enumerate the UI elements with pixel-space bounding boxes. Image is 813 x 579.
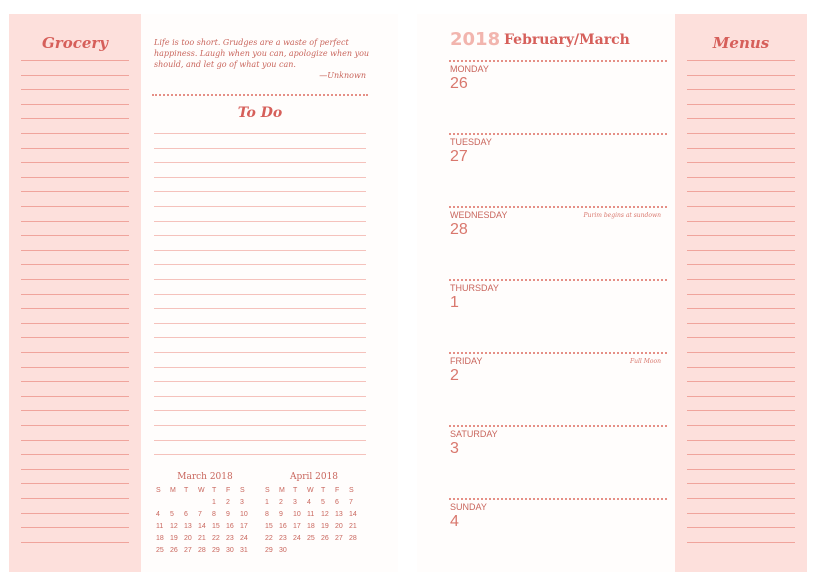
ruled-line	[21, 177, 129, 178]
calendar-date: 10	[240, 511, 248, 518]
weekday-header: T	[321, 487, 326, 494]
calendar-date: 26	[170, 547, 178, 554]
ruled-line	[21, 148, 129, 149]
calendar-date: 28	[349, 535, 357, 542]
calendar-date: 11	[156, 523, 164, 530]
left-planner-page	[9, 14, 398, 572]
day-number: 2	[450, 367, 459, 384]
day-row-friday[interactable]	[449, 352, 667, 424]
ruled-line	[21, 118, 129, 119]
day-note: Full Moon	[629, 358, 661, 365]
ruled-line	[154, 279, 366, 280]
calendar-date: 27	[184, 547, 192, 554]
ruled-line	[154, 308, 366, 309]
ruled-line	[687, 162, 795, 163]
ruled-line	[154, 206, 366, 207]
calendar-date: 20	[184, 535, 192, 542]
grocery-column	[9, 14, 141, 572]
ruled-line	[687, 352, 795, 353]
weekday-header: S	[156, 487, 161, 494]
ruled-line	[687, 323, 795, 324]
ruled-line	[21, 60, 129, 61]
ruled-line	[154, 396, 366, 397]
quote-author: —Unknown	[319, 71, 366, 80]
ruled-line	[21, 483, 129, 484]
weekday-header: T	[184, 487, 189, 494]
ruled-line	[21, 469, 129, 470]
ruled-line	[21, 89, 129, 90]
ruled-line	[687, 75, 795, 76]
ruled-line	[687, 367, 795, 368]
calendar-date: 24	[293, 535, 301, 542]
ruled-line	[21, 264, 129, 265]
calendar-date: 14	[349, 511, 357, 518]
calendar-date: 19	[321, 523, 329, 530]
blank-cell	[156, 497, 170, 509]
calendar-date: 6	[184, 511, 188, 518]
blank-cell	[170, 497, 184, 509]
ruled-line	[21, 527, 129, 528]
day-row-thursday[interactable]	[449, 279, 667, 351]
ruled-line	[21, 542, 129, 543]
ruled-line	[21, 308, 129, 309]
ruled-line	[687, 250, 795, 251]
ruled-line	[687, 440, 795, 441]
day-name: MONDAY	[450, 64, 489, 74]
ruled-line	[21, 279, 129, 280]
ruled-line	[154, 352, 366, 353]
calendar-date: 4	[307, 499, 311, 506]
ruled-line	[687, 483, 795, 484]
weekday-header: M	[170, 487, 176, 494]
ruled-line	[21, 235, 129, 236]
ruled-line	[687, 396, 795, 397]
weekday-header: F	[335, 487, 340, 494]
mini-calendar-title: March 2018	[177, 472, 233, 482]
ruled-line	[21, 381, 129, 382]
ruled-line	[21, 454, 129, 455]
ruled-line	[154, 381, 366, 382]
ruled-line	[154, 454, 366, 455]
calendar-date: 16	[226, 523, 234, 530]
right-planner-page	[417, 14, 807, 572]
day-name: THURSDAY	[450, 283, 499, 293]
ruled-line	[154, 235, 366, 236]
day-divider	[449, 206, 667, 208]
ruled-line	[687, 513, 795, 514]
calendar-date: 5	[321, 499, 325, 506]
ruled-line	[154, 191, 366, 192]
menus-column	[675, 14, 807, 572]
ruled-line	[21, 75, 129, 76]
day-number: 28	[450, 221, 468, 238]
day-note: Purim begins at sundown	[583, 212, 661, 219]
calendar-date: 9	[226, 511, 230, 518]
ruled-line	[154, 410, 366, 411]
ruled-line	[687, 148, 795, 149]
weekday-header: S	[349, 487, 354, 494]
calendar-date: 8	[265, 511, 269, 518]
ruled-line	[154, 440, 366, 441]
calendar-date: 26	[321, 535, 329, 542]
ruled-line	[21, 221, 129, 222]
calendar-date: 2	[226, 499, 230, 506]
ruled-line	[687, 527, 795, 528]
calendar-date: 7	[349, 499, 353, 506]
weekday-header: M	[279, 487, 285, 494]
ruled-line	[687, 133, 795, 134]
ruled-line	[21, 513, 129, 514]
day-divider	[449, 279, 667, 281]
ruled-line	[687, 221, 795, 222]
calendar-date: 30	[226, 547, 234, 554]
ruled-line	[687, 191, 795, 192]
weekday-header: F	[226, 487, 231, 494]
calendar-date: 1	[265, 499, 269, 506]
calendar-date: 27	[335, 535, 343, 542]
month-range-title: February/March	[504, 32, 630, 48]
day-number: 4	[450, 513, 459, 530]
ruled-line	[21, 191, 129, 192]
day-number: 3	[450, 440, 459, 457]
ruled-line	[687, 381, 795, 382]
ruled-line	[687, 89, 795, 90]
calendar-date: 24	[240, 535, 248, 542]
day-row-sunday[interactable]	[449, 498, 667, 570]
mini-calendar-title: April 2018	[289, 472, 339, 482]
day-row-wednesday[interactable]	[449, 206, 667, 278]
todo-title: To Do	[237, 105, 283, 121]
calendar-date: 16	[279, 523, 287, 530]
ruled-line	[687, 294, 795, 295]
day-number: 1	[450, 294, 459, 311]
calendar-date: 22	[265, 535, 273, 542]
ruled-line	[687, 454, 795, 455]
weekday-header: W	[307, 487, 314, 494]
weekday-header: T	[212, 487, 217, 494]
weekday-header: S	[265, 487, 270, 494]
weekday-header: W	[198, 487, 205, 494]
day-divider	[449, 425, 667, 427]
blank-cell	[198, 497, 212, 509]
ruled-line	[687, 118, 795, 119]
calendar-date: 6	[335, 499, 339, 506]
ruled-line	[154, 177, 366, 178]
ruled-line	[21, 133, 129, 134]
day-name: SATURDAY	[450, 429, 498, 439]
ruled-line	[687, 235, 795, 236]
calendar-date: 10	[293, 511, 301, 518]
ruled-line	[154, 221, 366, 222]
calendar-date: 25	[307, 535, 315, 542]
calendar-date: 5	[170, 511, 174, 518]
calendar-date: 23	[226, 535, 234, 542]
ruled-line	[21, 396, 129, 397]
ruled-line	[21, 440, 129, 441]
calendar-date: 13	[335, 511, 343, 518]
day-divider	[449, 498, 667, 500]
ruled-line	[154, 337, 366, 338]
ruled-line	[687, 410, 795, 411]
day-divider	[449, 133, 667, 135]
calendar-date: 30	[279, 547, 287, 554]
calendar-date: 9	[279, 511, 283, 518]
calendar-date: 23	[279, 535, 287, 542]
ruled-line	[21, 367, 129, 368]
weekday-header: S	[240, 487, 245, 494]
calendar-date: 3	[240, 499, 244, 506]
ruled-line	[21, 352, 129, 353]
day-divider	[449, 60, 667, 62]
calendar-date: 15	[212, 523, 220, 530]
mini-calendar-grid	[156, 485, 254, 557]
menus-title: Menus	[712, 34, 770, 52]
calendar-date: 31	[240, 547, 248, 554]
day-name: SUNDAY	[450, 502, 487, 512]
calendar-date: 13	[184, 523, 192, 530]
calendar-date: 1	[212, 499, 216, 506]
ruled-line	[21, 337, 129, 338]
inspirational-quote: Life is too short. Grudges are a waste of perfect happiness. Laugh when you can, apologize when you should, and let go of what you can.	[154, 38, 370, 69]
ruled-line	[21, 104, 129, 105]
ruled-line	[154, 294, 366, 295]
calendar-date: 28	[198, 547, 206, 554]
ruled-line	[687, 177, 795, 178]
ruled-line	[154, 367, 366, 368]
calendar-date: 20	[335, 523, 343, 530]
calendar-date: 25	[156, 547, 164, 554]
year-label: 2018	[450, 29, 501, 50]
ruled-line	[687, 279, 795, 280]
day-name: FRIDAY	[450, 356, 483, 366]
grocery-title: Grocery	[41, 34, 108, 52]
calendar-date: 14	[198, 523, 206, 530]
calendar-date: 11	[307, 511, 315, 518]
ruled-line	[154, 133, 366, 134]
calendar-date: 8	[212, 511, 216, 518]
ruled-line	[687, 498, 795, 499]
calendar-date: 4	[156, 511, 160, 518]
calendar-date: 21	[349, 523, 357, 530]
calendar-date: 15	[265, 523, 273, 530]
ruled-line	[21, 498, 129, 499]
calendar-date: 19	[170, 535, 178, 542]
mini-calendar-grid	[265, 485, 363, 557]
day-row-monday[interactable]	[449, 60, 667, 132]
calendar-date: 3	[293, 499, 297, 506]
ruled-line	[687, 60, 795, 61]
ruled-line	[154, 264, 366, 265]
day-row-tuesday[interactable]	[449, 133, 667, 205]
ruled-line	[21, 206, 129, 207]
day-divider	[449, 352, 667, 354]
weekday-header: T	[293, 487, 298, 494]
calendar-date: 7	[198, 511, 202, 518]
ruled-line	[687, 425, 795, 426]
day-name: TUESDAY	[450, 137, 492, 147]
ruled-line	[21, 323, 129, 324]
calendar-date: 29	[212, 547, 220, 554]
calendar-date: 18	[307, 523, 315, 530]
calendar-date: 21	[198, 535, 206, 542]
ruled-line	[21, 294, 129, 295]
ruled-line	[154, 425, 366, 426]
calendar-date: 17	[240, 523, 248, 530]
ruled-line	[21, 425, 129, 426]
ruled-line	[687, 337, 795, 338]
ruled-line	[687, 264, 795, 265]
calendar-date: 18	[156, 535, 164, 542]
ruled-line	[154, 250, 366, 251]
day-number: 26	[450, 75, 468, 92]
ruled-line	[154, 323, 366, 324]
mini-calendar-april	[265, 472, 363, 557]
calendar-date: 22	[212, 535, 220, 542]
ruled-line	[21, 250, 129, 251]
ruled-line	[154, 148, 366, 149]
day-name: WEDNESDAY	[450, 210, 508, 220]
mini-calendar-march	[156, 472, 254, 557]
day-number: 27	[450, 148, 468, 165]
calendar-date: 12	[321, 511, 329, 518]
ruled-line	[687, 308, 795, 309]
ruled-line	[154, 162, 366, 163]
calendar-date: 17	[293, 523, 301, 530]
ruled-line	[21, 162, 129, 163]
ruled-line	[21, 410, 129, 411]
calendar-date: 29	[265, 547, 273, 554]
day-row-saturday[interactable]	[449, 425, 667, 497]
blank-cell	[184, 497, 198, 509]
ruled-line	[687, 542, 795, 543]
quote-divider	[152, 94, 368, 96]
ruled-line	[687, 469, 795, 470]
ruled-line	[687, 104, 795, 105]
calendar-date: 12	[170, 523, 178, 530]
calendar-date: 2	[279, 499, 283, 506]
ruled-line	[687, 206, 795, 207]
